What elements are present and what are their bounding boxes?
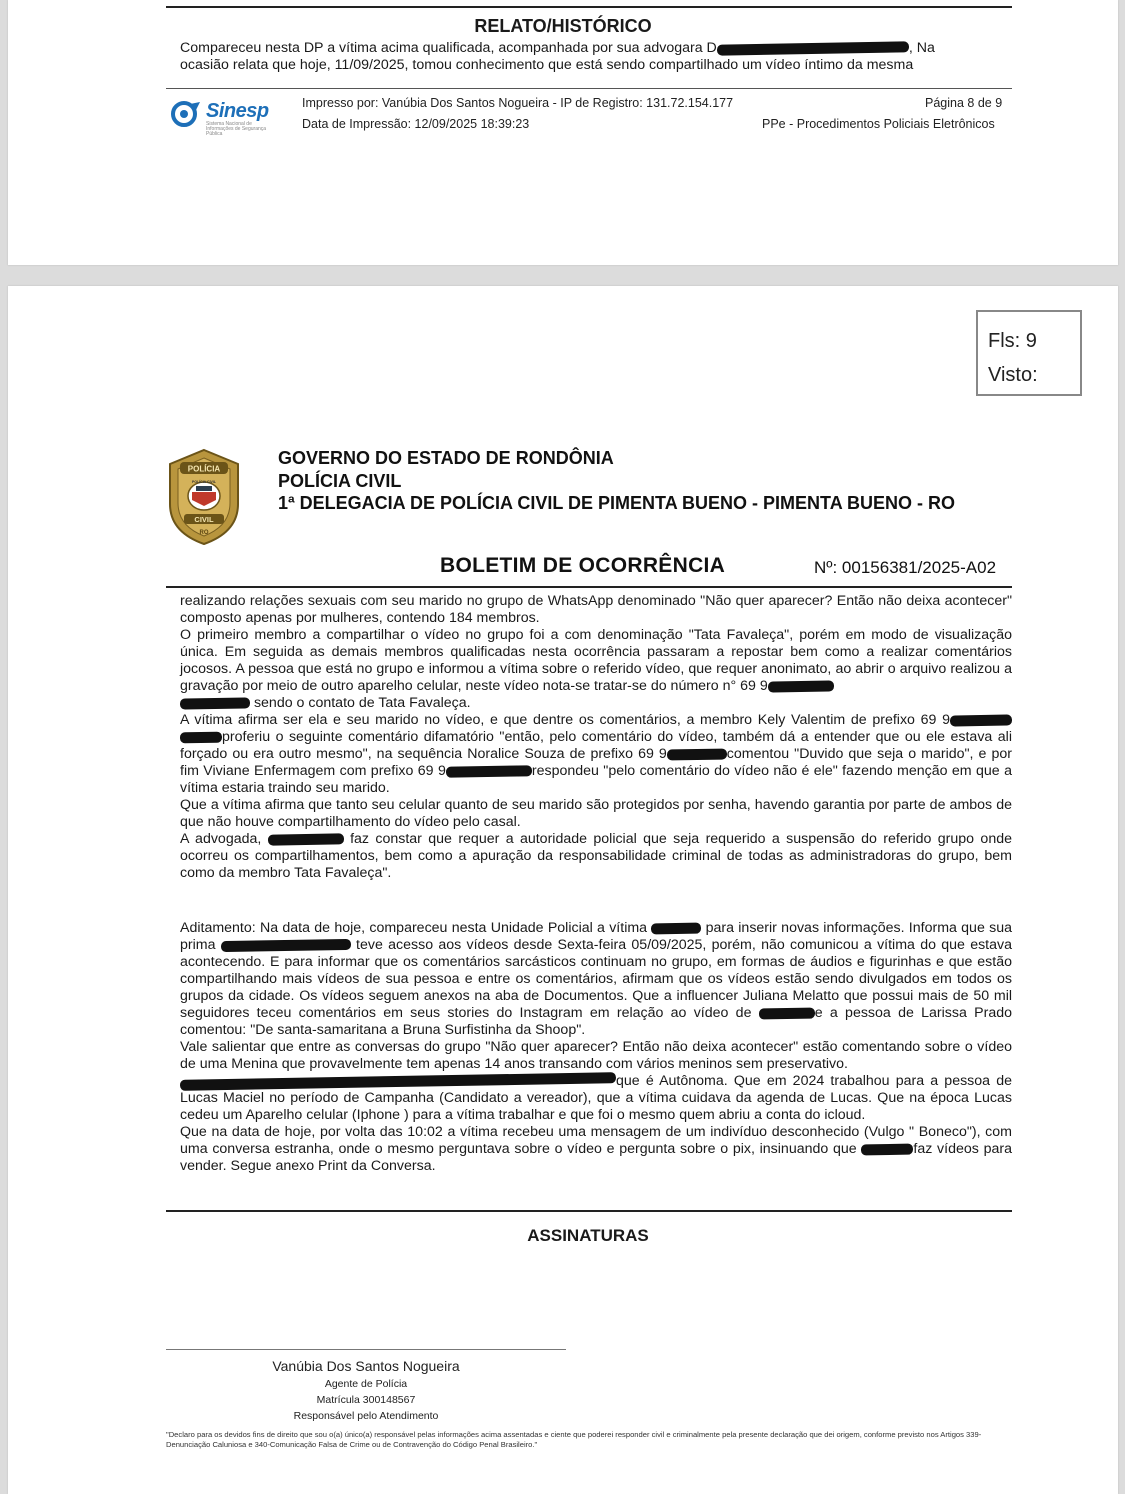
badge-state-text: RO xyxy=(199,530,209,536)
report-paragraph xyxy=(180,831,1012,882)
report-text: Aditamento: Na data de hoje, compareceu nesta Unidade Policial a vítima xyxy=(180,920,652,936)
redaction-mark xyxy=(180,697,250,709)
signatures-divider xyxy=(166,1210,1012,1212)
redaction-mark xyxy=(180,1072,616,1091)
report-text: respondeu "pelo comentário do vídeo não é ele" fazendo menção em que a vítima estaria traindo seu marido. xyxy=(180,763,1012,796)
previous-page xyxy=(8,0,1118,265)
report-paragraph xyxy=(180,1124,1012,1175)
redaction-mark xyxy=(180,731,222,743)
report-body xyxy=(180,593,1012,882)
signer-responsibility: Responsável pelo Atendimento xyxy=(293,1410,439,1422)
signer-registration: Matrícula 300148567 xyxy=(316,1394,416,1406)
redaction-mark xyxy=(268,833,344,845)
printed-by: Impresso por: Vanúbia Dos Santos Nogueira - IP de Registro: 131.72.154.177 xyxy=(302,96,734,110)
report-text: faz constar que requer a autoridade policial que seja requerido a suspensão do referido grupo onde ocorreu os compartilhamentos, bem como a apuração da responsabilidade criminal de todas as administradoras do grupo, bem como da membro Tata Favaleça". xyxy=(180,831,1012,881)
redaction-mark xyxy=(759,1007,815,1019)
redaction-mark xyxy=(768,680,834,692)
report-text: sendo o contato de Tata Favaleça. xyxy=(250,695,471,711)
redaction-mark xyxy=(667,748,727,760)
report-text: A advogada, xyxy=(180,831,268,847)
signer-name: Vanúbia Dos Santos Nogueira xyxy=(272,1358,460,1374)
badge-inner-text: POLÍCIA CIVIL xyxy=(192,480,216,484)
report-text: Que na data de hoje, por volta das 10:02 a vítima recebeu uma mensagem de um indivíduo desconhecido (Vulgo " Boneco"), com uma conversa estranha, onde o mesmo perguntava sobre o vídeo e pergunta sobre o pix, insinuando que xyxy=(180,1124,1012,1157)
report-text: que é Autônoma. Que em 2024 trabalhou para a pessoa de Lucas Maciel no período de Campanha (Candidato a vereador), que a vítima cuidava da agenda de Lucas. Que na época Lucas cedeu um Aparelho celular (Iphone ) para a vítima trabalhar e que foi o mesmo quem abriu a conta do icloud. xyxy=(180,1073,1012,1123)
document-title: BOLETIM DE OCORRÊNCIA xyxy=(440,554,726,577)
government-name: GOVERNO DO ESTADO DE RONDÔNIA xyxy=(278,448,614,468)
report-text-line: , Na xyxy=(908,40,935,56)
system-name: PPe - Procedimentos Policiais Eletrônicos xyxy=(762,117,995,131)
document-number: Nº: 00156381/2025-A02 xyxy=(814,558,997,577)
sinesp-logo-subtext: Sistema Nacional de Informações de Segurança Pública xyxy=(206,121,267,137)
visto-label: Visto: xyxy=(988,364,1038,386)
section-title: RELATO/HISTÓRICO xyxy=(474,16,652,36)
redaction-mark xyxy=(861,1143,913,1155)
report-paragraph: Que a vítima afirma que tanto seu celular quanto de seu marido são protegidos por senha, havendo garantia por parte de ambos de que não houve compartilhamento do vídeo pelo casal. xyxy=(180,797,1012,830)
signer-role: Agente de Polícia xyxy=(324,1378,408,1390)
report-text: proferiu o seguinte comentário difamatório "então, pelo comentário do vídeo, também dá a entender que ou ele estava ali forçado ou era outro mesmo", na sequência Noralice Souza de prefixo 69 9 xyxy=(180,729,1012,762)
redaction-mark xyxy=(446,765,532,777)
redaction-mark xyxy=(950,714,1012,726)
redaction-mark xyxy=(221,939,351,952)
precinct-name: 1ª DELEGACIA DE POLÍCIA CIVIL DE PIMENTA BUENO - PIMENTA BUENO - RO xyxy=(278,493,956,513)
redaction-mark xyxy=(717,41,909,55)
sinesp-logo xyxy=(170,98,280,137)
folio-box xyxy=(976,310,1082,396)
report-text: comentou "Duvido que seja o marido", e por fim Viviane Enfermagem com prefixo 69 9 xyxy=(180,746,1012,779)
sinesp-logo-text: Sinesp xyxy=(206,100,269,122)
report-paragraph: Vale salientar que entre as conversas do grupo "Não quer aparecer? Então não deixa acontecer" estão comentando sobre o vídeo de uma Menina que provavelmente tem apenas 14 anos transando com vários meninos sem preservativo. xyxy=(180,1039,1012,1072)
report-text: O primeiro membro a compartilhar o vídeo no grupo foi a com denominação "Tata Favaleça", porém em modo de visualização única. Em seguida as demais membros qualificadas nesta ocorrência passaram a repostar bem como a realizar comentários jocosos. A pessoa que está no grupo e informou a vítima sobre o referido vídeo, que requer anonimato, ao abrir o arquivo realizou a gravação por meio de outro aparelho celular, neste vídeo nota-se tratar-se do número n° 69 9 xyxy=(180,627,1012,694)
badge-bottom-text: CIVIL xyxy=(194,515,214,524)
badge-top-text: POLÍCIA xyxy=(187,464,221,474)
signatures-title: ASSINATURAS xyxy=(527,1226,649,1245)
signature-line xyxy=(166,1349,566,1350)
policia-civil-badge-icon xyxy=(164,446,244,546)
report-text: A vítima afirma ser ela e seu marido no vídeo, e que dentre os comentários, a membro Kely Valentim de prefixo 69 9 xyxy=(180,712,950,728)
redaction-mark xyxy=(651,922,701,934)
report-paragraph xyxy=(180,920,1012,1039)
agency-name: POLÍCIA CIVIL xyxy=(278,471,402,491)
report-text-line: ocasião relata que hoje, 11/09/2025, tomou conhecimento que está sendo compartilhado um vídeo íntimo da mesma xyxy=(180,57,914,73)
print-date: Data de Impressão: 12/09/2025 18:39:23 xyxy=(302,117,530,131)
sinesp-emblem-icon xyxy=(170,98,204,128)
addendum-body xyxy=(180,920,1012,1175)
report-text: faz vídeos para vender. Segue anexo Print da Conversa. xyxy=(180,1141,1012,1174)
report-text-excerpt xyxy=(180,40,1012,74)
folio-label: Fls: 9 xyxy=(988,330,1037,352)
current-page xyxy=(8,286,1118,1494)
report-text: e a pessoa de Larissa Prado comentou: "De santa-samaritana a Bruna Surfistinha da Shoop". xyxy=(180,1005,1012,1038)
page-number: Página 8 de 9 xyxy=(925,96,1003,110)
report-paragraph xyxy=(180,1073,1012,1124)
report-text: para inserir novas informações. Informa que sua prima xyxy=(180,920,1012,953)
footer-divider xyxy=(166,88,1012,89)
title-divider xyxy=(166,586,1012,588)
report-text: teve acesso aos vídeos desde Sexta-feira 05/09/2025, porém, não comunicou a vítima do que estava acontecendo. E para informar que os comentários sarcásticos continuam no grupo, em formas de áudios e figurinhas e que estão compartilhando mais vídeos de sua pessoa e entre os comentários, afirmam que os vídeos estão sendo divulgados em todos os grupos da cidade. Os vídeos seguem anexos na aba de Documentos. Que a influencer Juliana Melatto que possui mais de 50 mil seguidores teceu comentários em seus stories do Instagram em relação ao vídeo de xyxy=(180,937,1012,1021)
report-paragraph xyxy=(180,712,1012,797)
report-paragraph xyxy=(180,627,1012,712)
legal-disclaimer: "Declaro para os devidos fins de direito que sou o(a) único(a) responsável pelas informações acima assentadas e ciente que poderei responder civil e criminalmente pela presente declaração que dei origem, conforme previsto nos Artigos 339-Denunciação Caluniosa e 340-Comunicação Falsa de Crime ou de Contravenção do Código Penal Brasileiro." xyxy=(166,1430,982,1449)
report-paragraph: realizando relações sexuais com seu marido no grupo de WhatsApp denominado "Não quer aparecer? Então não deixa acontecer" composto apenas por mulheres, contendo 184 membros. xyxy=(180,593,1012,626)
section-divider xyxy=(166,6,1012,8)
report-text-line: Compareceu nesta DP a vítima acima qualificada, acompanhada por sua advogara D xyxy=(180,40,717,56)
